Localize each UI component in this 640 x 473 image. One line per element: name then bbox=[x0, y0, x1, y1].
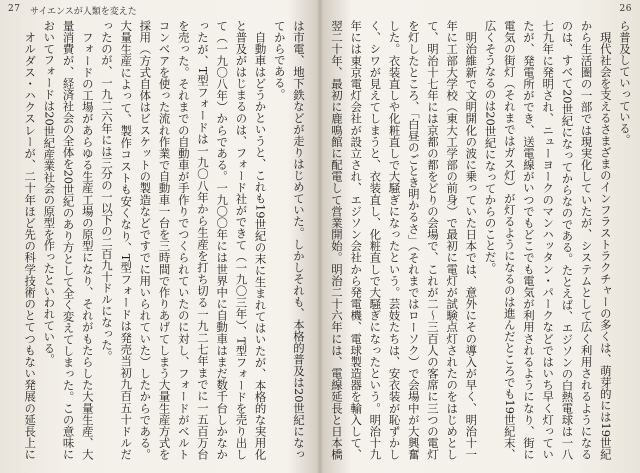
right-page bbox=[322, 0, 640, 473]
running-head: サイエンスが人類を変えた bbox=[30, 7, 137, 17]
left-page-body-text: は市電、地下鉄などが走りはじめていた。しかしそれも、本格的普及は20世紀になってからである。 自動車はどうかというと、これも19世紀の末に生まれてはいたが、本格的な実用化と普及がはじまるのは、フォード社ができて（一九〇三年）、T型フォードを売り出して（一九〇八年）からである。一九〇〇年には世界中に自動車はまだ数千台しかなかったが、T型フォードは一九〇八年から生産を打ち切る一九二七年までに一五百万台を売った。それまでの自動車が手作りでつくられていたのに対し、フォードがベルトコンベアを使った流れ作業で自動車一台を三時間で作りあげてしまう大量生産方式を採用（方式自体はビスケットの製造などですでに用いられていた）したからである。大量生産によって、製作コストも安くなり、T型フォードは発売当初九百五十ドルだったのが、一九二六年には三分の一以下の二百九十ドルになった。 フォードの工場があらゆる生産工場の原型になり、それがもたらした大量生産、大量消費が、経済社会の全体を20世紀のあり方として全く変えてしまった。この意味においてフォードは20世紀産業社会の原型を作ったといわれている。 オルダス・ハクスレーが、二十年ほど先の科学技術のとてつもない発展の延長上に bbox=[23, 20, 306, 460]
left-page-number: 27 bbox=[8, 4, 21, 14]
left-page bbox=[0, 0, 318, 473]
right-page-body-text: ら普及していっている。 現代社会を支えるさまざまのインフラストラクチャーの多くは、萌芽的には19世紀から生活圏の一部では現実化していたが、システムとして広く利用されるようになるのは、すべて20世紀になってからなのである。たとえば、エジソンの白熱電球は一八七九年に発明され、ニューヨークのマンハッタン・パークなどではいち早く灯っていたが、発電所ができ、送電線がいつでもどこでも電気が利用されるようになり、街に電気の街灯（それまではガス灯）が灯るようになるのは進んだところでも19世紀末、広くそうなるのは20世紀になってからのことだ。 明治維新で文明開化の波に乗っていた日本では、意外にその導入が早く、明治十一年に工部大学校（東大工学部の前身）で最初に電灯が試験点灯されたのをはじめとして、明治十七年には京都の都をどりの会場で、これが二〜三百人の客席に三つの電灯を灯したところ、「白昼のごとき明かるさ」（それまではローソク）で会場中が大興奮した。衣装直しや化粧直しで大騒ぎになったという。芸妓たちは、安衣装が恥ずかしく、シワが見えてしまうと、衣装直し、化粧直しで大騒ぎになったという。明治十九年には東京電灯会社が設立され、エジソン会社から発電機、電球製造器を輸入して、翌二十年、最初に鹿鳴館に配電して営業開始。明治二十六年には、電線延長と日本橋 bbox=[330, 20, 632, 460]
right-page-number: 26 bbox=[619, 4, 632, 14]
